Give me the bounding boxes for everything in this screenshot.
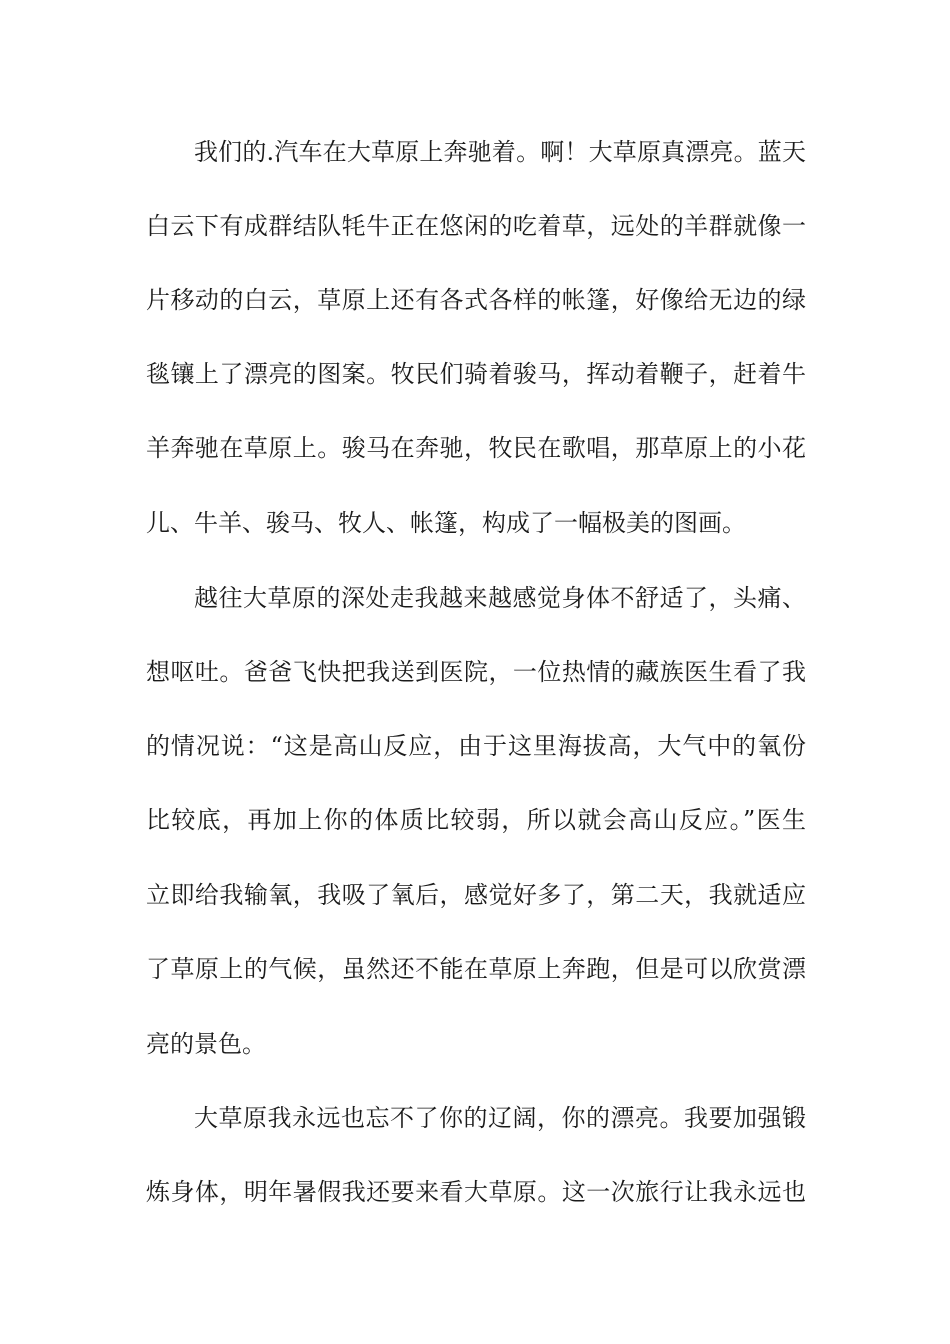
paragraph-2-line-5: 立即给我输氧，我吸了氧后，感觉好多了，第二天，我就适应	[146, 881, 806, 909]
paragraph-2-line-4: 比较底，再加上你的体质比较弱，所以就会高山反应。”医生	[146, 806, 806, 834]
paragraph-2-line-2: 想呕吐。爸爸飞快把我送到医院，一位热情的藏族医生看了我	[146, 658, 806, 686]
paragraph-1-line-3: 片移动的白云，草原上还有各式各样的帐篷，好像给无边的绿	[146, 286, 806, 314]
paragraph-2-line-1: 越往大草原的深处走我越来越感觉身体不舒适了，头痛、	[194, 584, 806, 612]
paragraph-1-line-1: 我们的.汽车在大草原上奔驰着。啊！大草原真漂亮。蓝天	[194, 138, 806, 166]
paragraph-2-line-3: 的情况说：“这是高山反应，由于这里海拔高，大气中的氧份	[146, 732, 806, 760]
paragraph-1-line-6: 儿、牛羊、骏马、牧人、帐篷，构成了一幅极美的图画。	[146, 509, 746, 537]
paragraph-2-line-7: 亮的景色。	[146, 1030, 266, 1058]
paragraph-1-line-2: 白云下有成群结队牦牛正在悠闲的吃着草，远处的羊群就像一	[146, 212, 806, 240]
paragraph-2-line-6: 了草原上的气候，虽然还不能在草原上奔跑，但是可以欣赏漂	[146, 955, 806, 983]
paragraph-1-line-4: 毯镶上了漂亮的图案。牧民们骑着骏马，挥动着鞭子，赶着牛	[146, 360, 806, 388]
paragraph-3-line-2: 炼身体，明年暑假我还要来看大草原。这一次旅行让我永远也	[146, 1178, 806, 1206]
paragraph-1-line-5: 羊奔驰在草原上。骏马在奔驰，牧民在歌唱，那草原上的小花	[146, 434, 806, 462]
paragraph-3-line-1: 大草原我永远也忘不了你的辽阔，你的漂亮。我要加强锻	[194, 1104, 806, 1132]
